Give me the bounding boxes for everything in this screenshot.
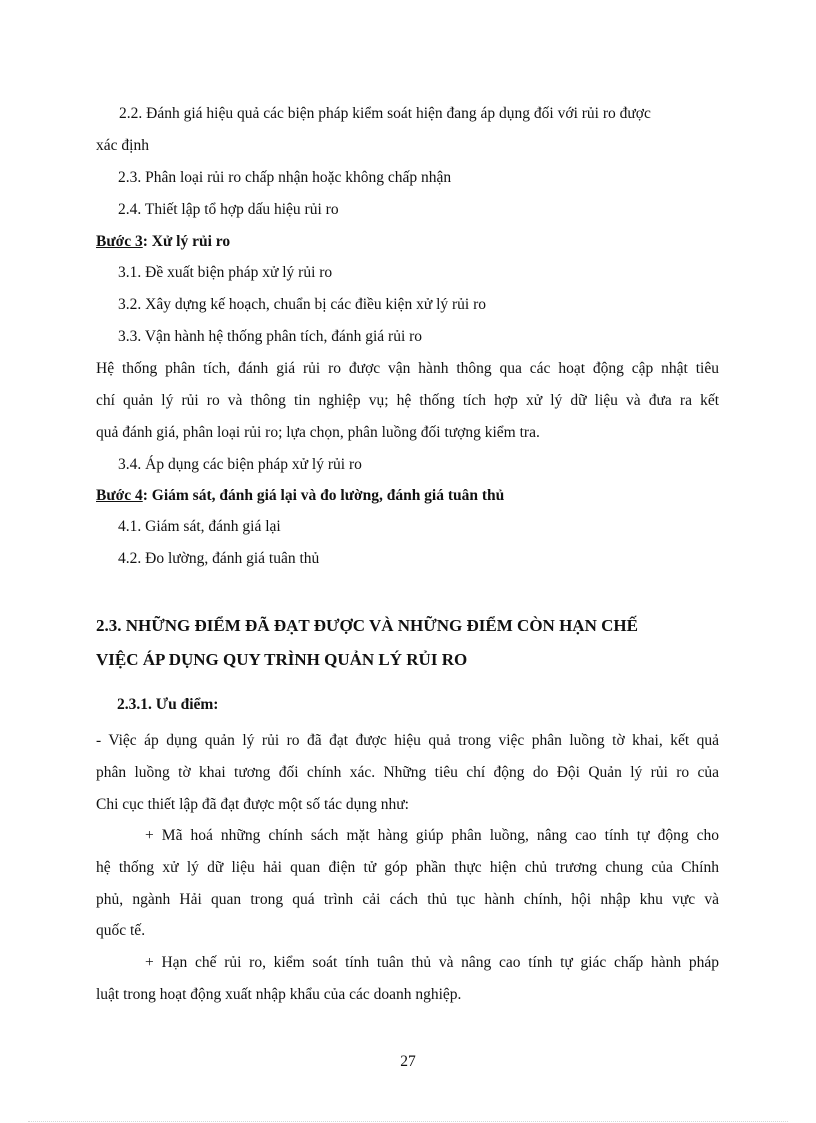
- bullet-line: quốc tế.: [96, 922, 146, 939]
- section-heading-line-1: 2.3. NHỮNG ĐIỂM ĐÃ ĐẠT ĐƯỢC VÀ NHỮNG ĐIỂM CÒN HẠN CHẾ: [96, 616, 638, 635]
- step-3-title: : Xử lý rủi ro: [142, 233, 231, 250]
- bullet-line: + Mã hoá những chính sách mặt hàng giúp phân luồng, nâng cao tính tự động cho: [145, 827, 719, 844]
- bullet-line: hệ thống xử lý dữ liệu hải quan điện tử góp phần thực hiện chủ trương chung của Chính: [96, 859, 719, 876]
- text-line: 4.1. Giám sát, đánh giá lại: [118, 518, 281, 535]
- step-4-heading: [96, 486, 504, 506]
- text-line: xác định: [96, 137, 149, 154]
- text-line: 3.1. Đề xuất biện pháp xử lý rủi ro: [118, 264, 333, 281]
- paragraph-line: Hệ thống phân tích, đánh giá rủi ro được vận hành thông qua các hoạt động cập nhật tiêu: [96, 360, 719, 377]
- bullet-line: luật trong hoạt động xuất nhập khẩu của các doanh nghiệp.: [96, 986, 462, 1003]
- section-heading-line-2: VIỆC ÁP DỤNG QUY TRÌNH QUẢN LÝ RỦI RO: [96, 650, 468, 669]
- step-3-label: Bước 3: [96, 233, 143, 250]
- paragraph-line: chí quản lý rủi ro và thông tin nghiệp vụ; hệ thống tích hợp xử lý dữ liệu và đưa ra kết: [96, 392, 719, 409]
- footer-divider: [28, 1121, 788, 1122]
- bullet-line: phủ, ngành Hải quan trong quá trình cải cách thủ tục hành chính, hội nhập khu vực và: [96, 891, 719, 908]
- subsection-heading: 2.3.1. Ưu điểm:: [117, 696, 219, 713]
- paragraph-line: - Việc áp dụng quản lý rủi ro đã đạt được hiệu quả trong việc phân luồng tờ khai, kết quả: [96, 732, 719, 749]
- paragraph-line: phân luồng tờ khai tương đối chính xác. Những tiêu chí động do Đội Quản lý rủi ro của: [96, 764, 719, 781]
- text-line: 2.4. Thiết lập tổ hợp dấu hiệu rủi ro: [118, 201, 339, 218]
- step-4-label: Bước 4: [96, 487, 143, 504]
- bullet-line: + Hạn chế rủi ro, kiểm soát tính tuân thủ và nâng cao tính tự giác chấp hành pháp: [145, 954, 719, 971]
- page-number: 27: [400, 1053, 416, 1070]
- paragraph-line: quả đánh giá, phân loại rủi ro; lựa chọn, phân luồng đối tượng kiểm tra.: [96, 424, 540, 441]
- text-line: 2.3. Phân loại rủi ro chấp nhận hoặc không chấp nhận: [118, 169, 452, 186]
- paragraph-line: Chi cục thiết lập đã đạt được một số tác dụng như:: [96, 796, 409, 813]
- text-line: 3.2. Xây dựng kế hoạch, chuẩn bị các điều kiện xử lý rủi ro: [118, 296, 487, 313]
- text-line: 3.4. Áp dụng các biện pháp xử lý rủi ro: [118, 456, 362, 473]
- text-line: 3.3. Vận hành hệ thống phân tích, đánh giá rủi ro: [118, 328, 423, 345]
- text-line: 4.2. Đo lường, đánh giá tuân thủ: [118, 550, 320, 567]
- step-4-title: : Giám sát, đánh giá lại và đo lường, đánh giá tuân thủ: [142, 487, 505, 504]
- text-line: 2.2. Đánh giá hiệu quả các biện pháp kiểm soát hiện đang áp dụng đối với rủi ro được: [119, 105, 651, 122]
- step-3-heading: [96, 232, 230, 252]
